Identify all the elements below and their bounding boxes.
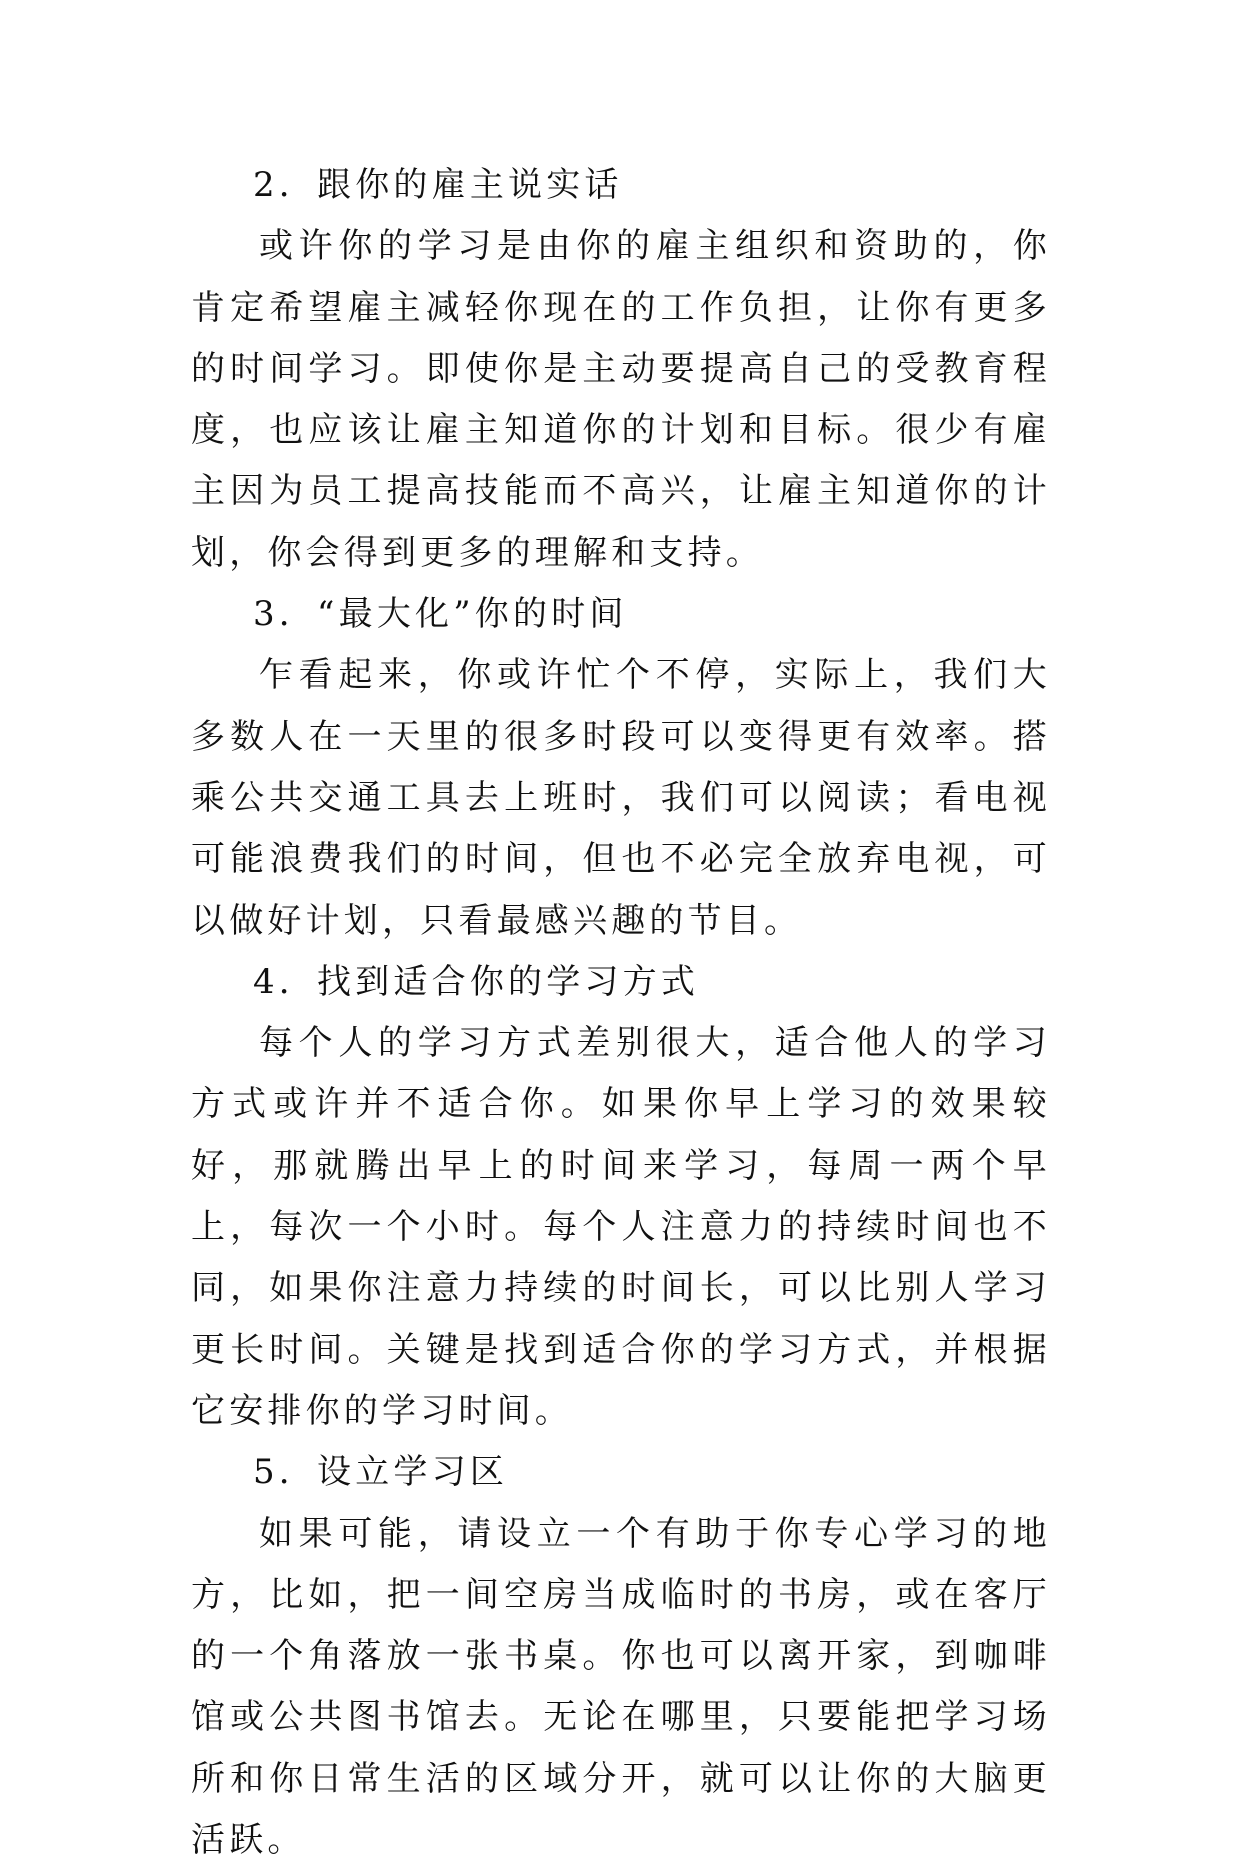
- section-heading-4: 4．找到适合你的学习方式: [253, 961, 700, 1002]
- section-heading-3: 3．“最大化”你的时间: [253, 594, 628, 635]
- section-paragraph-2: 或许你的学习是由你的雇主组织和资助的，你肯定希望雇主减轻你现在的工作负担，让你有更多的时间学习。即使你是主动要提高自己的受教育程度，也应该让雇主知道你的计划和目标。很少有雇主因为员工提高技能而不高兴，让雇主知道你的计划，你会得到更多的理解和支持。: [191, 226, 1051, 573]
- section-paragraph-4: 每个人的学习方式差别很大，适合他人的学习方式或许并不适合你。如果你早上学习的效果较好，那就腾出早上的时间来学习，每周一两个早上，每次一个小时。每个人注意力的持续时间也不同，如果你注意力持续的时间长，可以比别人学习更长时间。关键是找到适合你的学习方式，并根据它安排你的学习时间。: [191, 1023, 1051, 1431]
- document-body: [191, 155, 1051, 1871]
- section-heading-5: 5．设立学习区: [253, 1452, 509, 1493]
- section-paragraph-5: 如果可能，请设立一个有助于你专心学习的地方，比如，把一间空房当成临时的书房，或在客厅的一个角落放一张书桌。你也可以离开家，到咖啡馆或公共图书馆去。无论在哪里，只要能把学习场所和你日常生活的区域分开，就可以让你的大脑更活跃。: [191, 1513, 1051, 1861]
- section-paragraph-3: 乍看起来，你或许忙个不停，实际上，我们大多数人在一天里的很多时段可以变得更有效率。搭乘公共交通工具去上班时，我们可以阅读；看电视可能浪费我们的时间，但也不必完全放弃电视，可以做好计划，只看最感兴趣的节目。: [191, 655, 1051, 941]
- section-heading-2: 2．跟你的雇主说实话: [253, 165, 623, 205]
